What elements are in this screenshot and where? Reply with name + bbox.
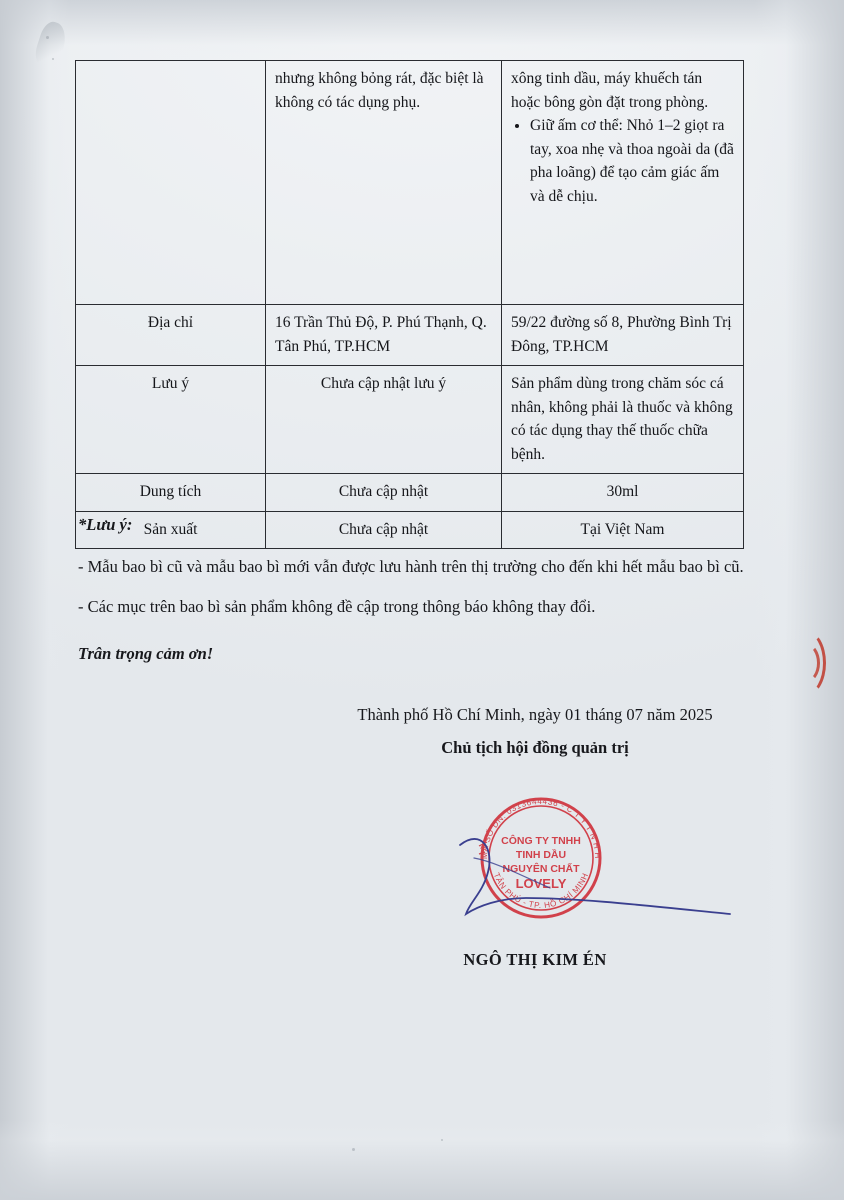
paper-speck [52, 58, 54, 60]
row-label-san-xuat: Sản xuất [76, 511, 266, 549]
row-label-dung-tich: Dung tích [76, 474, 266, 512]
paper-shadow-left [0, 0, 70, 1200]
table-row [76, 61, 744, 305]
svg-text:TÂN PHÚ - TP. HỒ CHÍ MINH: TÂN PHÚ - TP. HỒ CHÍ MINH [491, 871, 591, 911]
svg-text:CÔNG TY TNHH: CÔNG TY TNHH [501, 835, 581, 847]
paper-shadow-top [0, 0, 844, 60]
row-old-value: Chưa cập nhật [266, 511, 502, 549]
svg-text:TINH DẦU: TINH DẦU [515, 849, 567, 861]
paper-shadow-right [754, 0, 844, 1200]
row-new-bullet-list [511, 114, 734, 208]
table-row [76, 474, 744, 512]
handwritten-signature [430, 810, 750, 930]
row-old-value: 16 Trần Thủ Độ, P. Phú Thạnh, Q. Tân Phú, TP.HCM [266, 305, 502, 366]
row-new-value: Sản phẩm dùng trong chăm sóc cá nhân, không phải là thuốc và không có tác dụng thay thế thuốc chữa bệnh. [502, 366, 744, 474]
notes-title: *Lưu ý: [78, 515, 133, 534]
svg-text:LOVELY: LOVELY [515, 876, 567, 891]
paper-crease [32, 19, 71, 71]
svg-text:MÃ SỐ DN: 0313644436 - C T Y T: MÃ SỐ DN: 0313644436 - C T Y T N H H [479, 796, 603, 860]
row-old-value: Chưa cập nhật lưu ý [266, 366, 502, 474]
red-mark-artifact-inner [792, 643, 820, 683]
row-old-value [266, 61, 502, 305]
table-row [76, 366, 744, 474]
paper-speck [441, 1139, 443, 1141]
row-old-value: Chưa cập nhật [266, 474, 502, 512]
row-label-dia-chi: Địa chỉ [76, 305, 266, 366]
row-new-value: 30ml [502, 474, 744, 512]
thanks-line: Trân trọng cảm ơn! [78, 644, 214, 664]
signature-place-date: Thành phố Hồ Chí Minh, ngày 01 tháng 07 năm 2025 [357, 705, 713, 724]
company-stamp [465, 782, 617, 934]
svg-text:NGUYÊN CHẤT: NGUYÊN CHẤT [502, 863, 580, 875]
list-item: • Giữ ấm cơ thể: Nhỏ 1–2 giọt ra tay, xoa nhẹ và thoa ngoài da (đã pha loãng) để tạo cảm giác ấm và dễ chịu. [530, 114, 734, 208]
paper-speck [46, 36, 49, 39]
row-label [76, 61, 266, 305]
row-old-text: nhưng không bỏng rát, đặc biệt là không có tác dụng phụ. [275, 70, 484, 111]
signature-role: Chủ tịch hội đồng quản trị [441, 738, 629, 757]
row-label-luu-y: Lưu ý [76, 366, 266, 474]
note-line-2: - Các mục trên bao bì sản phẩm không đề cập trong thông báo không thay đổi. [78, 597, 596, 617]
row-new-value: Tại Việt Nam [502, 511, 744, 549]
signer-name: NGÔ THỊ KIM ÉN [463, 950, 607, 969]
row-new-intro: xông tinh dầu, máy khuếch tán hoặc bông gòn đặt trong phòng. [511, 70, 709, 111]
row-new-value [502, 61, 744, 305]
red-mark-artifact [786, 630, 826, 696]
comparison-table [75, 60, 744, 549]
table-row [76, 305, 744, 366]
row-new-value: 59/22 đường số 8, Phường Bình Trị Đông, TP.HCM [502, 305, 744, 366]
paper-speck [352, 1148, 355, 1151]
notes-section [78, 512, 758, 668]
note-line-1: - Mẫu bao bì cũ và mẫu bao bì mới vẫn được lưu hành trên thị trường cho đến khi hết mẫu bao bì cũ. [78, 556, 744, 576]
paper-shadow-bottom [0, 1120, 844, 1200]
signature-block [300, 705, 770, 758]
